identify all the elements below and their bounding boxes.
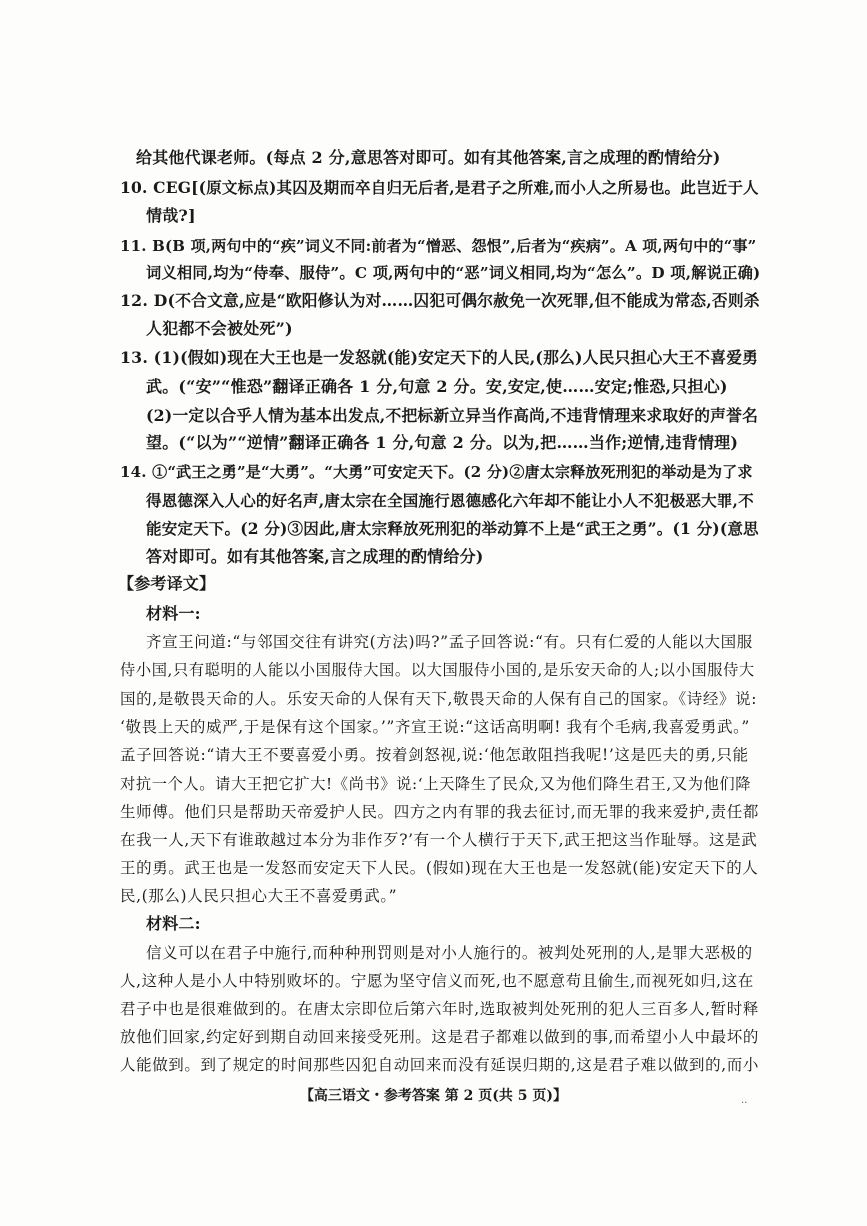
- translation-line: 信义可以在君子中施行,而种种刑罚则是对小人施行的。被判处死刑的人,是罪大恶极的: [146, 944, 753, 962]
- translation-line: 王的勇。武王也是一发怒而安定天下人民。(假如)现在大王也是一发怒就(能)安定天下的人: [120, 859, 759, 877]
- translation-line: 对抗一个人。请大王把它扩大!《尚书》说:‘上天降生了民众,又为他们降生君王,又为他们降: [120, 775, 752, 793]
- translation-line: 君子中也是很难做到的。在唐太宗即位后第六年时,选取被判处死刑的犯人三百多人,暂时释: [120, 1000, 759, 1018]
- answer-line: 答对即可。如有其他答案,言之成理的酌情给分): [146, 547, 484, 566]
- translation-line: 侍小国,只有聪明的人能以小国服侍大国。以大国服侍小国的,是乐安天命的人;以小国服侍大: [120, 661, 755, 679]
- material-2-title: 材料二:: [146, 914, 201, 933]
- translation-line: 孟子回答说:“请大王不要喜爱小勇。按着剑怒视,说:‘他怎敢阻挡我呢!’这是匹夫的勇,只能: [120, 746, 749, 764]
- section-title: 【参考译文】: [118, 574, 216, 593]
- translation-line: 人,这种人是小人中特别败坏的。宁愿为坚守信义而死,也不愿意苟且偷生,而视死如归,这在: [120, 972, 754, 990]
- page-footer: 【高三语文・参考答案 第 2 页(共 5 页)】: [299, 1088, 568, 1104]
- translation-line: ‘敬畏上天的威严,于是保有这个国家。’”齐宣王说:“这话高明啊! 我有个毛病,我喜爱勇武。”: [120, 718, 750, 736]
- translation-line: 齐宣王问道:“与邻国交往有讲究(方法)吗?”孟子回答说:“有。只有仁爱的人能以大国服: [146, 633, 753, 651]
- answer-line: 词义相同,均为“侍奉、服侍”。C 项,两句中的“恶”词义相同,均为“怎么”。D 项,解说正确): [146, 264, 761, 282]
- answer-line: 10. CEG[(原文标点)其囚及期而卒自归无后者,是君子之所难,而小人之所易也。此岂近于人: [120, 178, 759, 197]
- footer-mark: ..: [741, 1095, 748, 1106]
- translation-line: 民,(那么)人民只担心大王不喜爱勇武。”: [120, 887, 398, 905]
- translation-line: 在我一人,天下有谁敢越过本分为非作歹?’有一个人横行于天下,武王把这当作耻辱。这是武: [120, 831, 758, 849]
- answer-line: 武。(“安”“惟恐”翻译正确各 1 分,句意 2 分。安,安定,使……安定;惟恐,只担心): [146, 377, 728, 396]
- translation-line: 国的,是敬畏天命的人。乐安天命的人保有天下,敬畏天命的人保有自己的国家。《诗经》说:: [120, 690, 758, 708]
- answer-line: 能安定天下。(2 分)③因此,唐太宗释放死刑犯的举动算不上是“武王之勇”。(1 分)(意思: [146, 519, 759, 538]
- answer-line: 14. ①“武王之勇”是“大勇”。“大勇”可安定天下。(2 分)②唐太宗释放死刑犯的举动是为了求: [120, 463, 753, 481]
- answer-line: 人犯都不会被处死”): [146, 319, 293, 338]
- material-1-title: 材料一:: [146, 604, 201, 623]
- answer-line: 望。(“以为”“逆情”翻译正确各 1 分,句意 2 分。以为,把……当作;逆情,违背情理): [146, 433, 739, 452]
- translation-line: 人能做到。到了规定的时间那些囚犯自动回来而没有延误归期的,这是君子难以做到的,而小: [120, 1056, 759, 1074]
- answer-line: 12. D(不合文意,应是“欧阳修认为对……囚犯可偶尔赦免一次死罪,但不能成为常态,否则杀: [120, 291, 760, 310]
- answer-line: (2)一定以合乎人情为基本出发点,不把标新立异当作高尚,不违背情理来求取好的声誉名: [146, 406, 759, 425]
- answer-line: 11. B(B 项,两句中的“疾”词义不同:前者为“憎恶、怨恨”,后者为“疾病”。A 项,两句中的“事”: [120, 237, 757, 255]
- answer-line: 得恩德深入人心的好名声,唐太宗在全国施行恩德感化六年却不能让小人不犯极恶大罪,不: [146, 491, 754, 510]
- translation-line: 生师傅。他们只是帮助天帝爱护人民。四方之内有罪的我去征讨,而无罪的我来爱护,责任都: [120, 803, 759, 821]
- answer-line: 13. (1)(假如)现在大王也是一发怒就(能)安定天下的人民,(那么)人民只担心大王不喜爱勇: [120, 348, 759, 367]
- translation-line: 放他们回家,约定好到期自动回来接受死刑。这是君子都难以做到的事,而希望小人中最坏的: [120, 1028, 759, 1046]
- answer-line: 给其他代课老师。(每点 2 分,意思答对即可。如有其他答案,言之成理的酌情给分): [136, 148, 721, 167]
- answer-line: 情哉?]: [146, 206, 196, 225]
